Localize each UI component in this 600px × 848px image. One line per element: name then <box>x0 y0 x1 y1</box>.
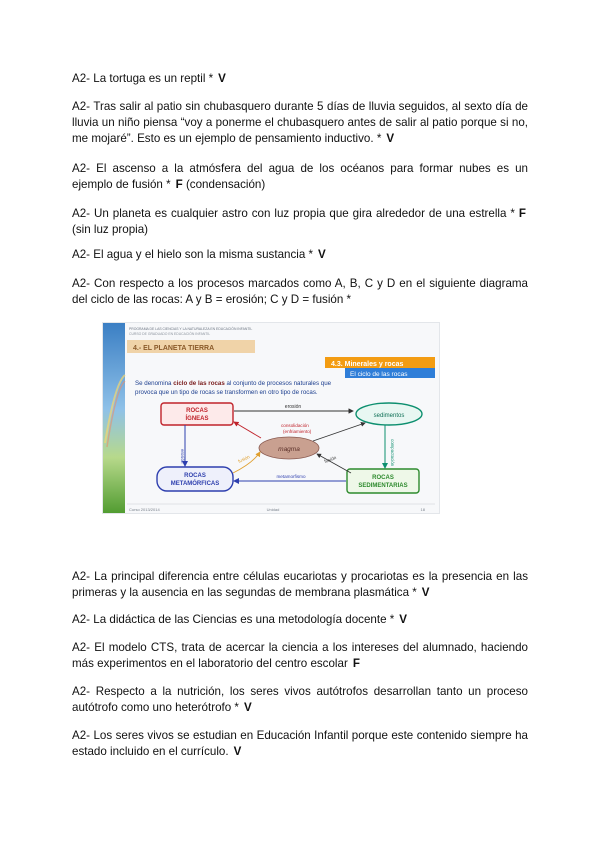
answer-10: V <box>243 701 252 714</box>
answer-2: V <box>386 132 395 145</box>
label-diag: fusión <box>323 455 337 464</box>
sediments-label: sedimentos <box>373 413 405 419</box>
answer-7: V <box>421 586 430 599</box>
label-metamorphism: metamorfismo <box>276 474 306 479</box>
igneous-label-2: ÍGNEAS <box>185 416 209 422</box>
answer-9: F <box>352 657 360 670</box>
question-5: A2- El agua y el hielo son la misma sustancia * V <box>72 248 326 261</box>
answer-5: V <box>318 248 326 261</box>
arrow-magma-to-sediments <box>313 423 365 441</box>
rock-cycle-diagram <box>103 323 440 514</box>
slide-header-line-2: CURSO DE GRADUADO EN EDUCACIÓN INFANTIL <box>129 332 211 336</box>
intro-line-1: Se denomina ciclo de las rocas al conjunto de procesos naturales que <box>135 380 332 387</box>
arrow-solidification <box>234 422 261 438</box>
magma-label: magma <box>278 446 300 453</box>
igneous-label-1: ROCAS <box>186 408 208 414</box>
question-9: A2- El modelo CTS, trata de acercar la ciencia a los intereses del alumnado, haciendo más experimentos en el laboratorio del centro escolar F <box>72 641 528 670</box>
landscape-strip <box>103 323 125 514</box>
question-2: A2- Tras salir al patio sin chubasquero durante 5 días de lluvia seguidos, al sexto día de lluvia un niño piensa “voy a ponerme el chubasquero antes de salir al patio porque si no, me mojaré”. Esto es un ejemplo de pensamiento inductivo. * V <box>72 100 528 145</box>
label-solidification-2: (enfriamiento) <box>283 429 312 434</box>
question-7: A2- La principal diferencia entre células eucariotas y procariotas es la presencia en las primeras y la ausencia en las segundas de membrana plasmática * V <box>72 570 528 599</box>
sedimentary-box <box>347 469 419 493</box>
label-solidification-1: consolidación <box>281 423 309 428</box>
answer-11: V <box>233 745 242 758</box>
label-compaction: compactación <box>390 439 395 467</box>
sedimentary-label-2: SEDIMENTARIAS <box>358 483 408 489</box>
question-8: A2- La didáctica de las Ciencias es una metodología docente * V <box>72 613 407 626</box>
metamorphic-box <box>157 467 233 491</box>
label-left: erosión <box>180 449 185 464</box>
question-10: A2- Respecto a la nutrición, los seres vivos autótrofos desarrollan tanto un proceso autótrofo como uno heterótrofo * V <box>72 685 528 714</box>
question-4: A2- Un planeta es cualquier astro con luz propia que gira alrededor de una estrella * F (sin luz propia) <box>72 207 526 236</box>
question-11: A2- Los seres vivos se estudian en Educación Infantil porque este contenido siempre ha estado incluido en el currículo. V <box>72 729 528 758</box>
note-4: (sin luz propia) <box>72 223 149 236</box>
metamorphic-label-2: METAMÓRFICAS <box>170 481 220 487</box>
question-1: A2- La tortuga es un reptil * V <box>72 72 226 85</box>
subsection-title: El ciclo de las rocas <box>350 371 408 378</box>
slide-footer-left: Curso 2013/2014 <box>129 507 160 512</box>
label-erosion-top: erosión <box>284 404 302 410</box>
sedimentary-label-1: ROCAS <box>372 475 394 481</box>
answer-3: F <box>175 178 183 191</box>
note-3: (condensación) <box>185 178 266 191</box>
label-fusion: fusión <box>237 454 251 464</box>
question-6: A2- Con respecto a los procesos marcados como A, B, C y D en el siguiente diagrama del ciclo de las rocas: A y B = erosión; C y D = fusión * <box>72 277 528 306</box>
slide-footer-right: 18 <box>420 507 425 512</box>
rock-cycle-slide <box>102 322 440 514</box>
unit-title: 4.- EL PLANETA TIERRA <box>133 345 215 352</box>
answer-1: V <box>218 72 226 85</box>
metamorphic-label-1: ROCAS <box>184 473 206 479</box>
question-3: A2- El ascenso a la atmósfera del agua de los océanos para formar nubes es un ejemplo de fusión * F (condensación) <box>72 162 528 191</box>
answer-4: F <box>518 207 526 220</box>
section-title: 4.3. Minerales y rocas <box>331 361 404 368</box>
answer-8: V <box>399 613 407 626</box>
intro-line-2: provoca que un tipo de rocas se transformen en otro tipo de rocas. <box>135 389 318 396</box>
slide-header-line-1: PROGRAMA DE LAS CIENCIAS Y LA NATURALEZA EN EDUCACIÓN INFANTIL <box>129 327 253 331</box>
slide-footer-center: Unidad <box>266 507 280 512</box>
